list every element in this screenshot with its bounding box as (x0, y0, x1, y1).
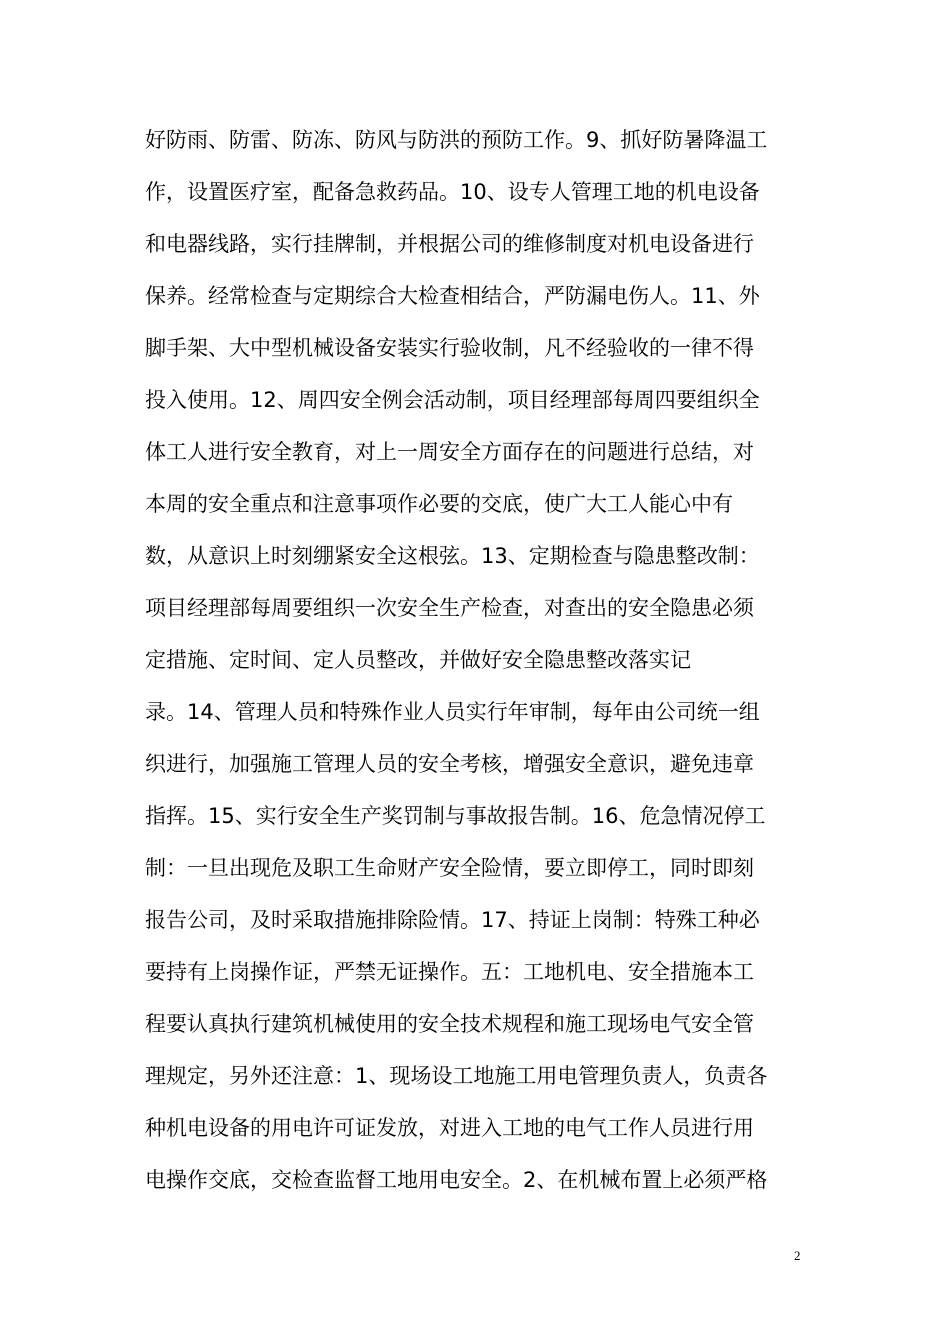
body-text (145, 114, 825, 1206)
page-number: 2 (794, 1248, 801, 1263)
text-line: 体工人进行安全教育，对上一周安全方面存在的问题进行总结，对 (145, 440, 754, 464)
text-line: 作，设置医疗室，配备急救药品。10、设专人管理工地的机电设备 (145, 180, 760, 204)
text-line: 定措施、定时间、定人员整改，并做好安全隐患整改落实记 (145, 648, 691, 672)
text-line: 制：一旦出现危及职工生命财产安全险情，要立即停工，同时即刻 (145, 856, 754, 880)
text-line: 保养。经常检查与定期综合大检查相结合，严防漏电伤人。11、外 (145, 284, 760, 308)
text-line: 录。14、管理人员和特殊作业人员实行年审制，每年由公司统一组 (145, 700, 760, 724)
text-line: 脚手架、大中型机械设备安装实行验收制，凡不经验收的一律不得 (145, 336, 754, 360)
text-line: 和电器线路，实行挂牌制，并根据公司的维修制度对机电设备进行 (145, 232, 754, 256)
text-line: 报告公司，及时采取措施排除险情。17、持证上岗制：特殊工种必 (145, 908, 760, 932)
text-line: 电操作交底，交检查监督工地用电安全。2、在机械布置上必须严格 (145, 1168, 768, 1192)
text-line: 指挥。15、实行安全生产奖罚制与事故报告制。16、危急情况停工 (145, 804, 766, 828)
text-line: 本周的安全重点和注意事项作必要的交底，使广大工人能心中有 (145, 492, 733, 516)
text-line: 程要认真执行建筑机械使用的安全技术规程和施工现场电气安全管 (145, 1012, 754, 1036)
text-line: 理规定，另外还注意：1、现场设工地施工用电管理负责人，负责各 (145, 1064, 768, 1088)
text-line: 投入使用。12、周四安全例会活动制，项目经理部每周四要组织全 (145, 388, 760, 412)
text-line: 要持有上岗操作证，严禁无证操作。五：工地机电、安全措施本工 (145, 960, 754, 984)
text-line: 数，从意识上时刻绷紧安全这根弦。13、定期检查与隐患整改制： (145, 544, 760, 568)
text-line: 织进行，加强施工管理人员的安全考核，增强安全意识，避免违章 (145, 752, 754, 776)
text-line: 项目经理部每周要组织一次安全生产检查，对查出的安全隐患必须 (145, 596, 754, 620)
text-line: 种机电设备的用电许可证发放，对进入工地的电气工作人员进行用 (145, 1116, 754, 1140)
text-line: 好防雨、防雷、防冻、防风与防洪的预防工作。9、抓好防暑降温工 (145, 128, 768, 152)
